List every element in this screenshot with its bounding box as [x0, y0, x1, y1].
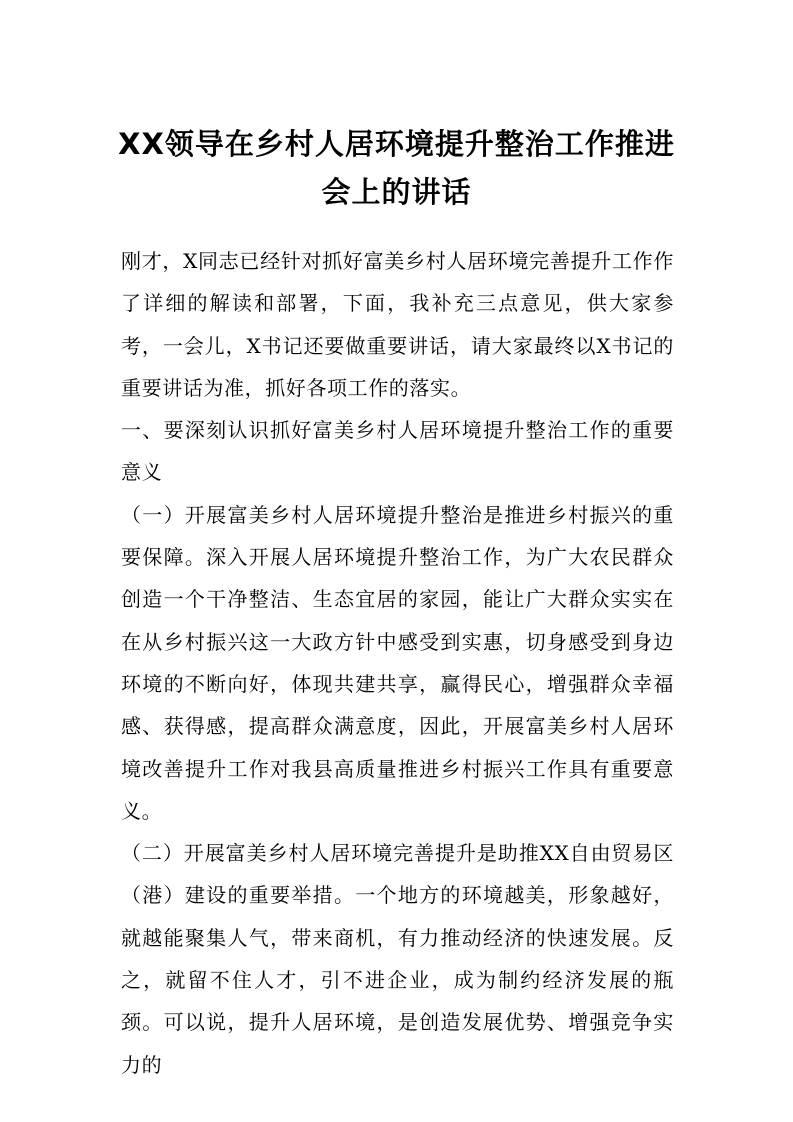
document-title-line-1: XX领导在乡村人居环境提升整治工作推进 — [118, 127, 675, 161]
document-body — [121, 240, 674, 1086]
section-heading-1: 一、要深刻认识抓好富美乡村人居环境提升整治工作的重要意义 — [121, 418, 674, 485]
document-title-line-2: 会上的讲话 — [321, 175, 472, 209]
paragraph-intro: 刚才，X同志已经针对抓好富美乡村人居环境完善提升工作作了详细的解读和部署，下面，我补充三点意见，供大家参考，一会儿，X书记还要做重要讲话，请大家最终以X书记的重要讲话为准，抓好各项工作的落实。 — [121, 249, 674, 400]
paragraph-subsection-1: （一）开展富美乡村人居环境提升整治是推进乡村振兴的重要保障。深入开展人居环境提升整治工作，为广大农民群众创造一个干净整洁、生态宜居的家园，能让广大群众实实在在从乡村振兴这一大政方针中感受到实惠，切身感受到身边环境的不断向好，体现共建共享，赢得民心，增强群众幸福感、获得感，提高群众满意度，因此，开展富美乡村人居环境改善提升工作对我县高质量推进乡村振兴工作具有重要意义。 — [121, 502, 674, 823]
paragraph-subsection-2: （二）开展富美乡村人居环境完善提升是助推XX自由贸易区（港）建设的重要举措。一个地方的环境越美，形象越好，就越能聚集人气，带来商机，有力推动经济的快速发展。反之，就留不住人才，引不进企业，成为制约经济发展的瓶颈。可以说，提升人居环境，是创造发展优势、增强竞争实力的 — [121, 841, 674, 1077]
